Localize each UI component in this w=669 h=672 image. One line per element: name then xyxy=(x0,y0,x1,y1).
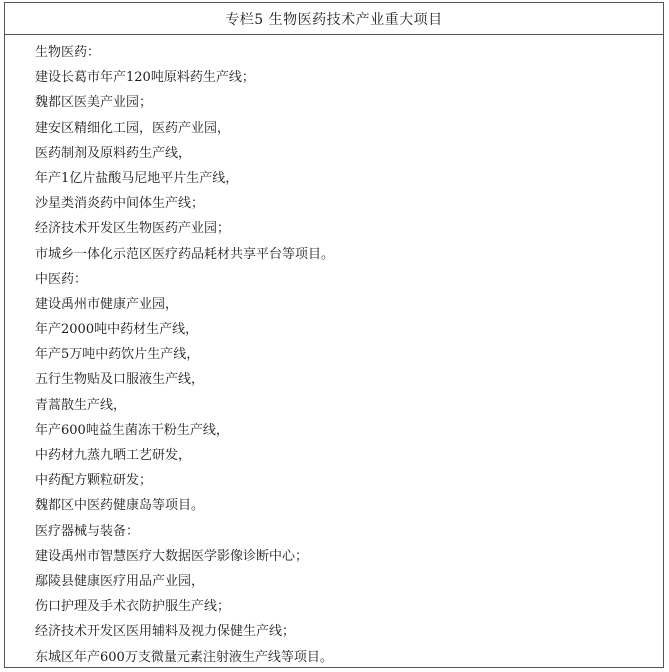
section-heading-medical-devices: 医疗器械与装备： xyxy=(35,523,140,539)
list-item: 建设长葛市年产120吨原料药生产线； xyxy=(35,70,255,86)
list-item: 五行生物贴及口服液生产线， xyxy=(35,372,205,388)
list-item: 建设禹州市健康产业园， xyxy=(35,296,179,312)
table-content xyxy=(5,35,663,670)
list-item: 沙星类消炎药中间体生产线； xyxy=(35,196,205,212)
list-item: 中药材九蒸九晒工艺研发， xyxy=(35,448,192,463)
list-item: 建设禹州市智慧医疗大数据医学影像诊断中心； xyxy=(35,548,309,564)
list-item: 年产600吨益生菌冻干粉生产线， xyxy=(35,422,229,438)
list-item: 中药配方颗粒研发； xyxy=(35,473,153,489)
list-item: 青蒿散生产线， xyxy=(35,397,127,413)
list-item: 年产2000吨中药材生产线， xyxy=(35,322,199,338)
list-item: 年产1亿片盐酸马尼地平片生产线， xyxy=(35,170,239,186)
section-heading-tcm: 中医药： xyxy=(35,271,88,287)
list-item: 经济技术开发区生物医药产业园； xyxy=(35,221,231,237)
list-item: 伤口护理及手术衣防护服生产线； xyxy=(35,599,231,615)
list-item: 经济技术开发区医用辅料及视力保健生产线； xyxy=(35,624,296,640)
list-item: 鄢陵县健康医疗用品产业园， xyxy=(35,573,205,589)
project-table xyxy=(4,2,664,668)
list-item: 年产5万吨中药饮片生产线， xyxy=(35,347,200,363)
list-item: 建安区精细化工园，医药产业园， xyxy=(35,120,231,136)
list-item: 医药制剂及原料药生产线， xyxy=(35,145,192,161)
list-item: 魏都区医美产业园； xyxy=(35,95,153,111)
table-title: 专栏5 生物医药技术产业重大项目 xyxy=(5,3,663,35)
list-item: 魏都区中医药健康岛等项目。 xyxy=(35,498,205,514)
list-item: 东城区年产600万支微量元素注射液生产线等项目。 xyxy=(35,649,333,665)
section-heading-biomedicine: 生物医药： xyxy=(35,45,101,60)
list-item: 市城乡一体化示范区医疗药品耗材共享平台等项目。 xyxy=(35,246,335,262)
